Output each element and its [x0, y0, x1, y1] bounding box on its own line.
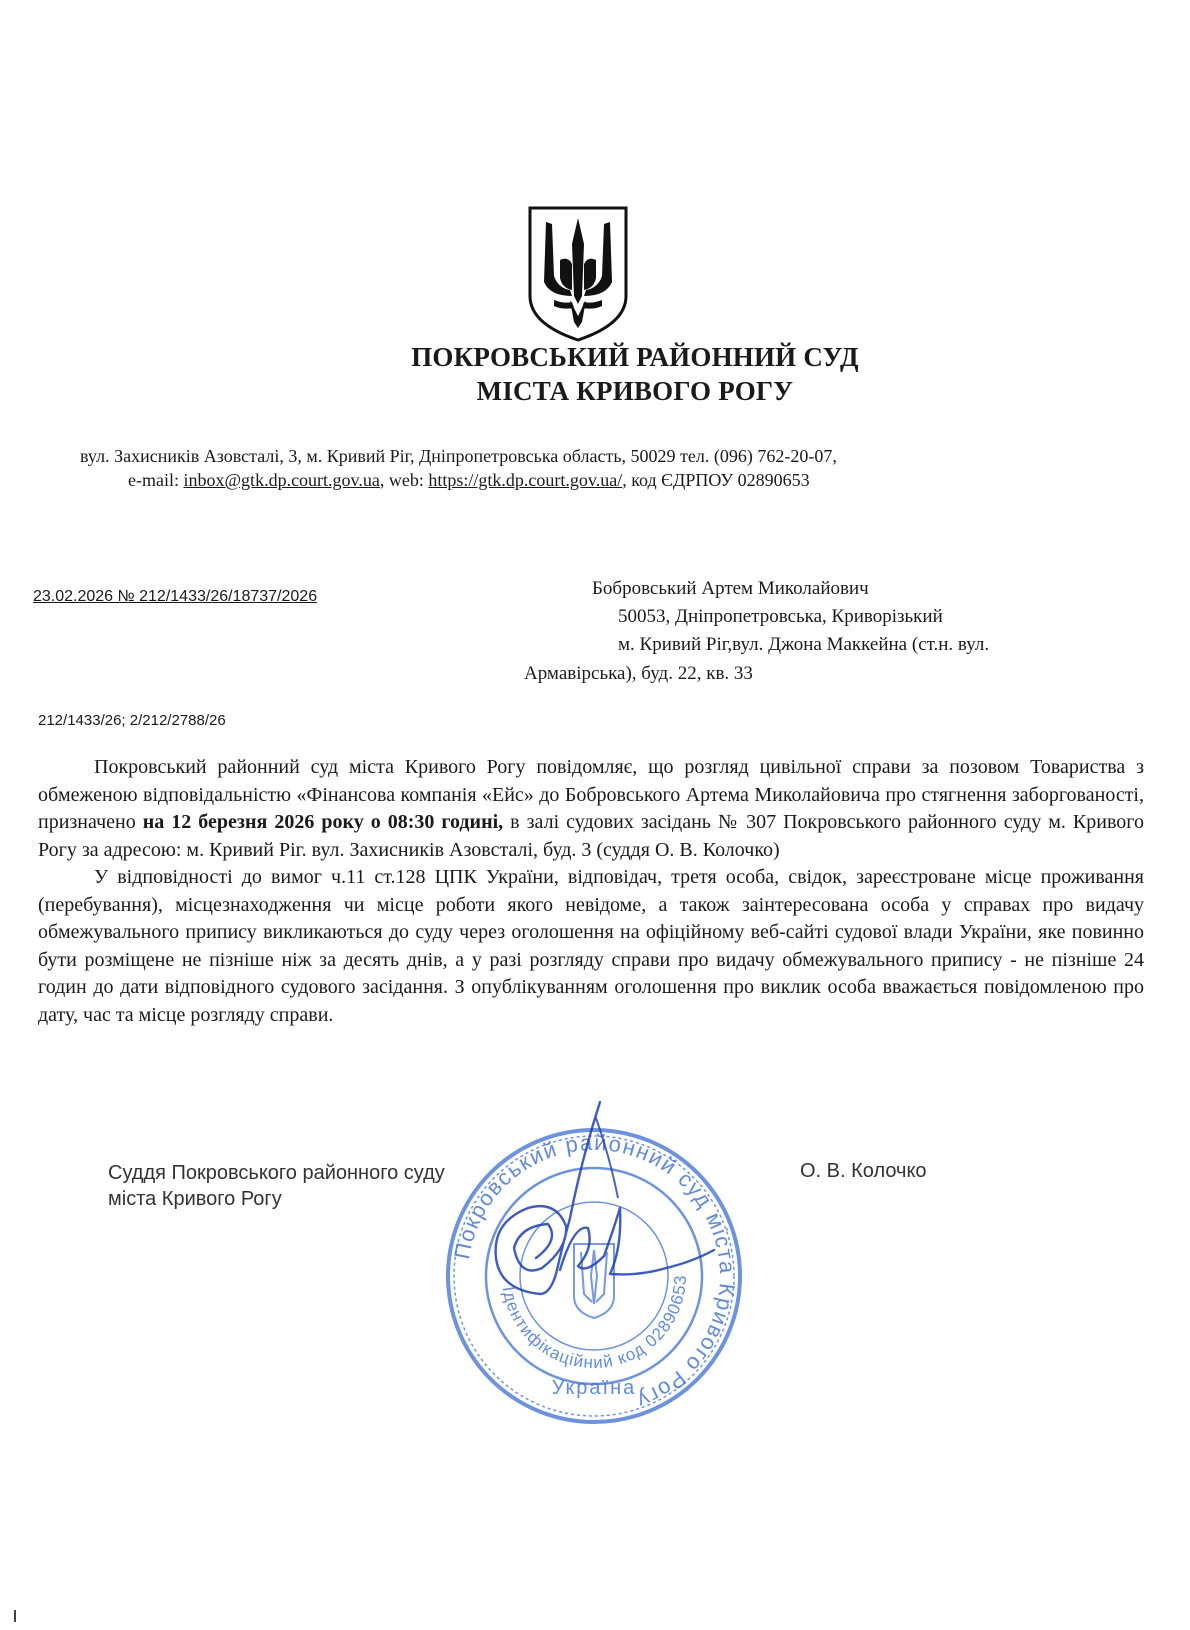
body-p1-location: в залі судових засідань № 307 Покровського районного суду м. Кривого Рогу за адресою: м. Кривий Ріг. вул. Захисників Азовсталі, буд. 3 (суддя О. В. Колочко)	[38, 811, 1144, 861]
case-references: 212/1433/26; 2/212/2788/26	[38, 712, 226, 729]
outgoing-number: 23.02.2026 № 212/1433/26/18737/2026	[33, 588, 318, 605]
recipient-address-line2: 50053, Дніпропетровська, Криворізький	[618, 606, 943, 627]
scan-artifact-mark	[14, 1610, 16, 1622]
stamp-country-text: Україна	[551, 1377, 637, 1399]
judge-position-line1: Суддя Покровського районного суду	[108, 1162, 445, 1184]
letter-body	[38, 754, 1144, 1029]
recipient-address-line3: м. Кривий Ріг,вул. Джона Маккейна (ст.н. вул.	[618, 634, 990, 655]
court-address: вул. Захисників Азовсталі, 3, м. Кривий Ріг, Дніпропетровська область, 50029 тел. (096) 762-20-07,	[80, 446, 837, 466]
judge-signature	[470, 1098, 720, 1328]
body-p1-intro: Покровський районний суд міста Кривого Рогу повідомляє, що розгляд цивільної справи за позовом Товариства з обмеженою відповідальністю «Фінансова компанія «Ейс» до Бобровського Артема Миколайовича про стягнення заборгованості, призначено	[38, 756, 1144, 833]
hearing-datetime: на 12 березня 2026 року о 08:30 годині,	[142, 811, 504, 833]
court-name-line2: МІСТА КРИВОГО РОГУ	[476, 376, 794, 406]
judge-name: О. В. Колочко	[800, 1160, 927, 1182]
body-paragraph-1	[38, 754, 1144, 864]
email-link[interactable]: inbox@gtk.dp.court.gov.ua	[183, 470, 380, 490]
stamp-inner-text: Ідентифікаційний код 02890653	[498, 1274, 691, 1373]
judge-position	[108, 1160, 445, 1212]
stamp-outer-text: Покровський районний суд міста Кривого Рогу	[449, 1129, 741, 1415]
edrpou-code: , код ЄДРПОУ 02890653	[622, 470, 810, 490]
email-label: e-mail:	[128, 470, 184, 490]
trident-coat-of-arms-icon	[524, 204, 632, 344]
court-contacts	[128, 470, 810, 491]
recipient-name: Бобровський Артем Миколайович	[592, 578, 869, 599]
judge-position-line2: міста Кривого Рогу	[108, 1188, 282, 1210]
body-paragraph-2: У відповідності до вимог ч.11 ст.128 ЦПК України, відповідач, третя особа, свідок, зареєстроване місце проживання (перебування), місцезнаходження чи місце роботи якого невідоме, а також заінтересована особа у справах про видачу обмежувального припису викликаються до суду через оголошення на офіційному веб-сайті судової влади України, яке повинно бути розміщене не пізніше ніж за десять днів, а у разі розгляду справи про видачу обмежувального припису - не пізніше 24 годин до дати відповідного судового засідання. З опублікуванням оголошення про виклик особа вважається повідомленою про дату, час та місце розгляду справи.	[38, 866, 1144, 1026]
recipient-address-line4: Армавірська), буд. 22, кв. 33	[524, 663, 753, 684]
web-label: , web:	[379, 470, 429, 490]
website-link[interactable]: https://gtk.dp.court.gov.ua/	[428, 470, 623, 490]
court-name-line1: ПОКРОВСЬКИЙ РАЙОННИЙ СУД	[411, 342, 859, 372]
